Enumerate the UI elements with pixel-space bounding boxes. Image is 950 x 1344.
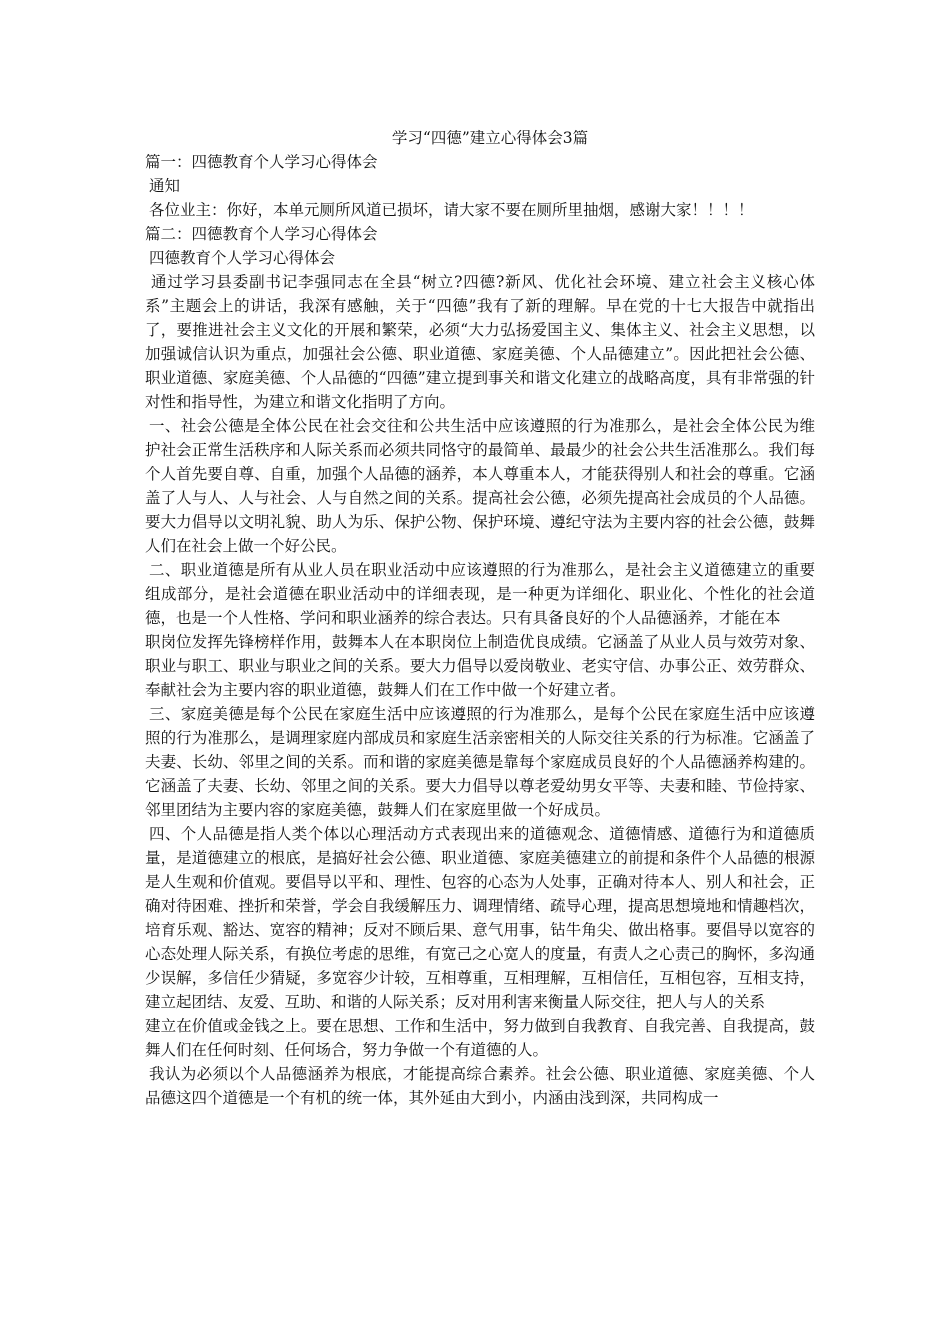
paragraph-social-morality: 一、社会公德是全体公民在社会交往和公共生活中应该遵照的行为准那么，是社会全体公民为维护社会正常生活秩序和人际关系而必须共同恪守的最简单、最最少的社会公共生活准那么。我们每个人首先要自尊、自重，加强个人品德的涵养，本人尊重本人，才能获得别人和社会的尊重。它涵盖了人与人、人与社会、人与自然之间的关系。提高社会公德，必须先提高社会成员的个人品德。要大力倡导以文明礼貌、助人为乐、保护公物、保护环境、遵纪守法为主要内容的社会公德，鼓舞人们在社会上做一个好公民。 [145,417,815,555]
paragraph-intro: 通过学习县委副书记李强同志在全县“树立?四德?新风、优化社会环境、建立社会主义核心体系”主题会上的讲话，我深有感触，关于“四德”我有了新的理解。早在党的十七大报告中就指出了，要推进社会主义文化的开展和繁荣，必须“大力弘扬爱国主义、集体主义、社会主义思想，以加强诚信认识为重点，加强社会公德、职业道德、家庭美德、个人品德建立”。因此把社会公德、职业道德、家庭美德、个人品德的“四德”建立提到事关和谐文化建立的战略高度，具有非常强的针对性和指导性，为建立和谐文化指明了方向。 [145,273,815,411]
paragraph-personal-character-cont: 建立在价值或金钱之上。要在思想、工作和生活中，努力做到自我教育、自我完善、自我提高，鼓舞人们在任何时刻、任何场合，努力争做一个有道德的人。 [145,1017,815,1059]
notice-text: 各位业主：你好，本单元厕所风道已损坏，请大家不要在厕所里抽烟，感谢大家！！！！ [149,201,754,219]
section-heading-1: 篇一：四德教育个人学习心得体会 [145,153,378,171]
paragraph-personal-character: 四、个人品德是指人类个体以心理活动方式表现出来的道德观念、道德情感、道德行为和道德质量，是道德建立的根底，是搞好社会公德、职业道德、家庭美德建立的前提和条件个人品德的根源是人生观和价值观。要倡导以平和、理性、包容的心态为人处事，正确对待本人、别人和社会，正确对待困难、挫折和荣誉，学会自我缓解压力、调理情绪、疏导心理，提高思想境地和情趣档次，培育乐观、豁达、宽容的精神；反对不顾后果、意气用事，钻牛角尖、做出格事。要倡导以宽容的心态处理人际关系，有换位考虑的思维，有宽己之心宽人的度量，有责人之心责己的胸怀，多沟通少误解，多信任少猜疑，多宽容少计较，互相尊重，互相理解，互相信任，互相包容，互相支持，建立起团结、友爱、互助、和谐的人际关系；反对用利害来衡量人际交往，把人与人的关系 [145,825,815,1011]
notice-label: 通知 [149,177,181,195]
document-title: 学习“四德”建立心得体会3篇 [391,129,589,147]
paragraph-professional-ethics: 二、职业道德是所有从业人员在职业活动中应该遵照的行为准那么，是社会主义道德建立的重要组成部分，是社会道德在职业活动中的详细表现，是一种更为详细化、职业化、个性化的社会道德，也是一个人性格、学问和职业涵养的综合表达。只有具备良好的个人品德涵养，才能在本 [145,561,815,627]
document-page [145,126,815,1110]
paragraph-family-virtue: 三、家庭美德是每个公民在家庭生活中应该遵照的行为准那么，是每个公民在家庭生活中应该遵照的行为准那么，是调理家庭内部成员和家庭生活亲密相关的人际交往关系的行为标准。它涵盖了夫妻、长幼、邻里之间的关系。而和谐的家庭美德是靠每个家庭成员良好的个人品德涵养构建的。它涵盖了夫妻、长幼、邻里之间的关系。要大力倡导以尊老爱幼男女平等、夫妻和睦、节俭持家、邻里团结为主要内容的家庭美德，鼓舞人们在家庭里做一个好成员。 [145,705,815,819]
paragraph-conclusion: 我认为必须以个人品德涵养为根底，才能提高综合素养。社会公德、职业道德、家庭美德、个人品德这四个道德是一个有机的统一体，其外延由大到小，内涵由浅到深，共同构成一 [145,1065,815,1107]
section-heading-2: 篇二：四德教育个人学习心得体会 [145,225,378,243]
section-subheading-2: 四德教育个人学习心得体会 [149,249,336,267]
paragraph-professional-ethics-cont: 职岗位发挥先锋榜样作用，鼓舞本人在本职岗位上制造优良成绩。它涵盖了从业人员与效劳对象、职业与职工、职业与职业之间的关系。要大力倡导以爱岗敬业、老实守信、办事公正、效劳群众、奉献社会为主要内容的职业道德，鼓舞人们在工作中做一个好建立者。 [145,633,815,699]
